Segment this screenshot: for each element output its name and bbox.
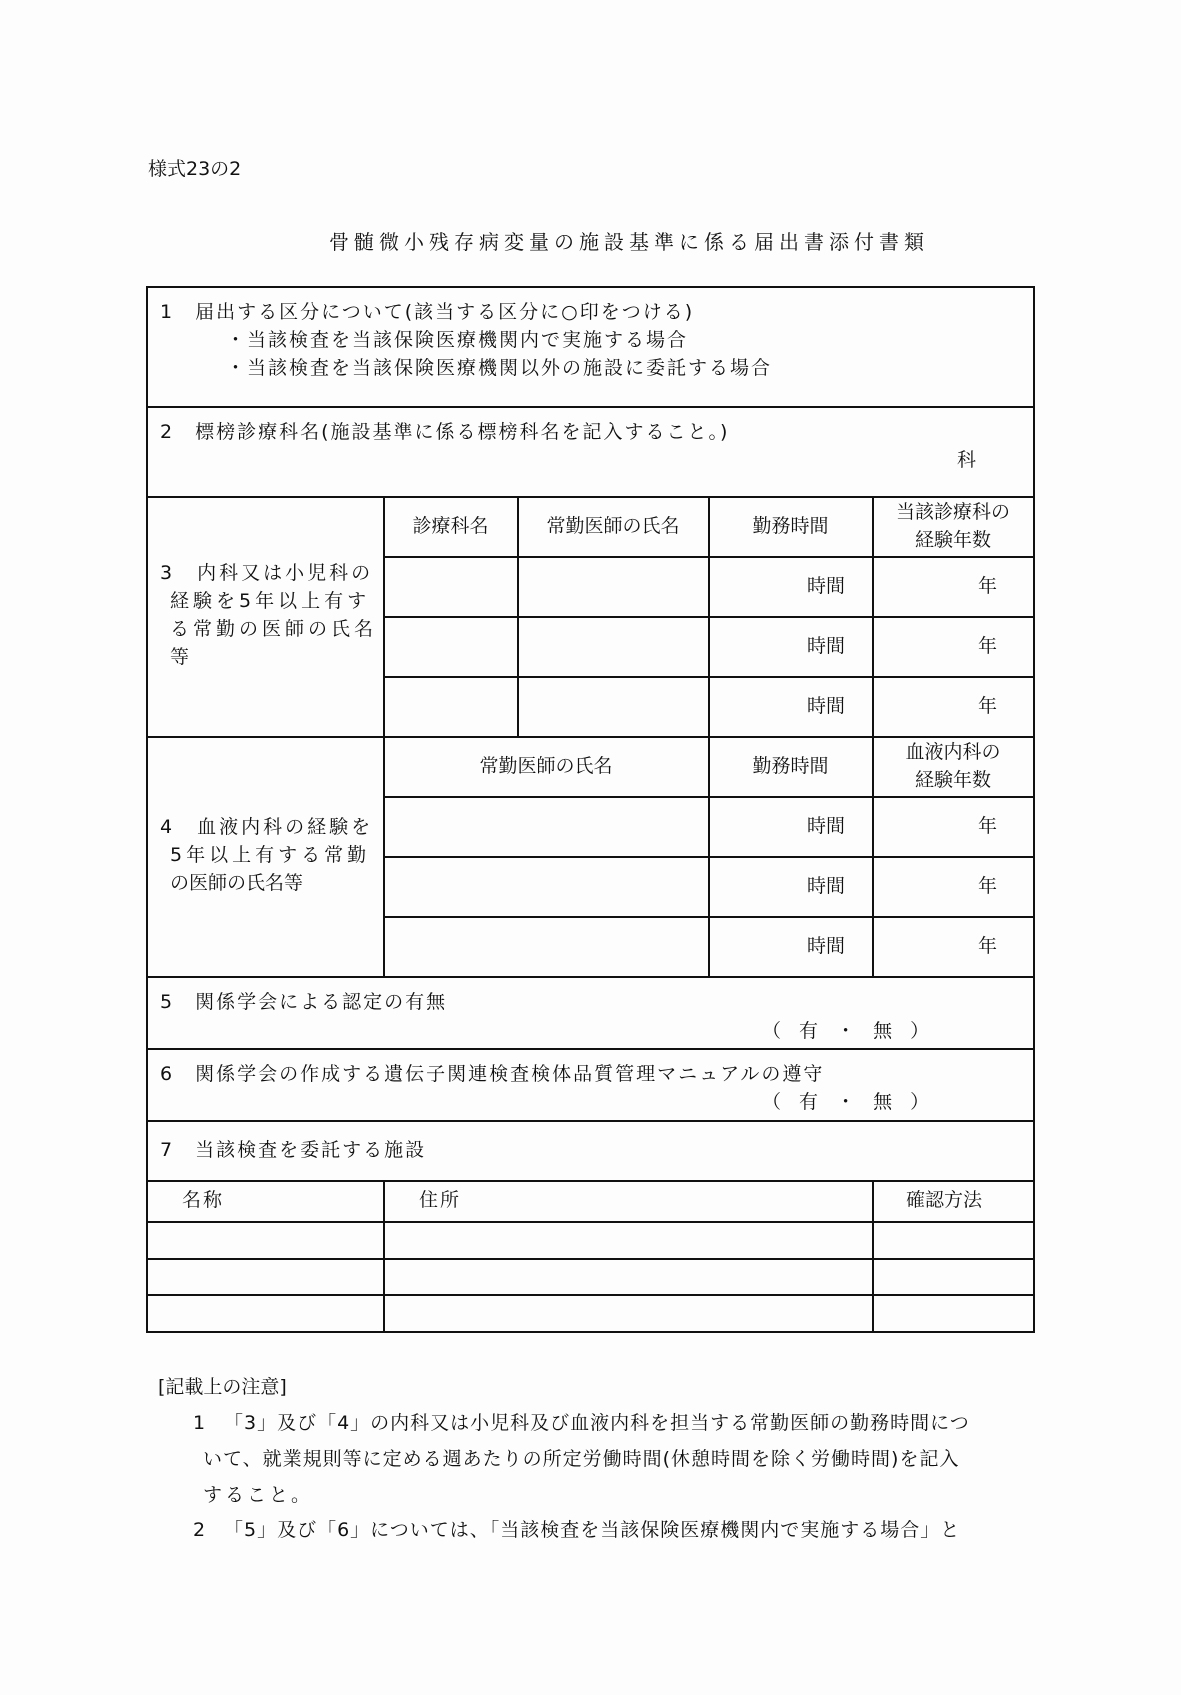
section-3-label-line: 等 xyxy=(170,646,190,668)
years-cell[interactable]: 年 xyxy=(977,875,997,897)
facility-name-cell[interactable] xyxy=(148,1260,382,1293)
column-header-experience-line2: 経験年数 xyxy=(914,529,991,551)
column-header-facility-name: 名称 xyxy=(182,1189,225,1211)
address-cell[interactable] xyxy=(385,1296,871,1330)
column-header-verification-method: 確認方法 xyxy=(906,1189,983,1211)
years-cell[interactable]: 年 xyxy=(977,635,997,657)
notes-heading: [記載上の注意] xyxy=(158,1376,287,1398)
column-header-experience-line1: 当該診療科の xyxy=(895,501,1010,523)
section-1-heading: 1 届出する区分について(該当する区分に○印をつける) xyxy=(160,301,695,323)
hours-cell[interactable]: 時間 xyxy=(806,695,845,717)
verification-method-cell[interactable] xyxy=(874,1296,1032,1330)
form-number: 様式23の2 xyxy=(148,158,242,180)
section-4-label-line: の医師の氏名等 xyxy=(170,872,304,894)
section-6-heading: 6 関係学会の作成する遺伝子関連検査検体品質管理マニュアルの遵守 xyxy=(160,1063,825,1085)
doctor-name-cell[interactable] xyxy=(384,858,707,914)
doctor-name-cell[interactable] xyxy=(518,678,707,734)
column-header-work-hours: 勤務時間 xyxy=(752,755,829,777)
department-input[interactable] xyxy=(150,444,950,474)
note-number: 1 xyxy=(193,1412,206,1434)
section-5-heading: 5 関係学会による認定の有無 xyxy=(160,991,448,1013)
doctor-name-cell[interactable] xyxy=(384,798,707,854)
years-cell[interactable]: 年 xyxy=(977,575,997,597)
years-cell[interactable]: 年 xyxy=(977,695,997,717)
note-number: 2 xyxy=(193,1519,206,1541)
column-header-department: 診療科名 xyxy=(412,515,489,537)
hours-cell[interactable]: 時間 xyxy=(806,815,845,837)
column-header-doctor-name: 常勤医師の氏名 xyxy=(546,515,680,537)
address-cell[interactable] xyxy=(385,1260,871,1293)
address-cell[interactable] xyxy=(385,1223,871,1257)
section-4-label-line: 4 血液内科の経験を xyxy=(160,816,374,838)
document-title: 骨髄微小残存病変量の施設基準に係る届出書添付書類 xyxy=(329,230,929,254)
department-cell[interactable] xyxy=(384,558,516,614)
years-cell[interactable]: 年 xyxy=(977,815,997,837)
doctor-name-cell[interactable] xyxy=(384,918,707,974)
verification-method-cell[interactable] xyxy=(874,1260,1032,1293)
note-line: いて、就業規則等に定める週あたりの所定労働時間(休憩時間を除く労働時間)を記入 xyxy=(203,1448,960,1470)
section-3-label-line: 3 内科又は小児科の xyxy=(160,562,374,584)
department-cell[interactable] xyxy=(384,618,516,674)
doctor-name-cell[interactable] xyxy=(518,558,707,614)
column-header-address: 住所 xyxy=(419,1189,462,1211)
note-line: 「5」及び「6」については、「当該検査を当該保険医療機関内で実施する場合」と xyxy=(224,1519,961,1541)
option-in-house[interactable]: ・当該検査を当該保険医療機関内で実施する場合 xyxy=(226,329,689,351)
column-header-experience-line1: 血液内科の xyxy=(905,741,1001,763)
option-outsourced[interactable]: ・当該検査を当該保険医療機関以外の施設に委託する場合 xyxy=(226,357,773,379)
section-3-label-line: る常勤の医師の氏名 xyxy=(170,618,378,640)
hours-cell[interactable]: 時間 xyxy=(806,575,845,597)
doctor-name-cell[interactable] xyxy=(518,618,707,674)
note-line: すること。 xyxy=(203,1484,314,1506)
department-cell[interactable] xyxy=(384,678,516,734)
column-header-doctor-name: 常勤医師の氏名 xyxy=(479,755,613,777)
hours-cell[interactable]: 時間 xyxy=(806,935,845,957)
hours-cell[interactable]: 時間 xyxy=(806,635,845,657)
section-3-label-line: 経験を5年以上有す xyxy=(170,590,371,612)
section-7-heading: 7 当該検査を委託する施設 xyxy=(160,1139,427,1161)
column-header-work-hours: 勤務時間 xyxy=(752,515,829,537)
compliance-choice[interactable]: （ 有 ・ 無 ） xyxy=(762,1091,936,1113)
years-cell[interactable]: 年 xyxy=(977,935,997,957)
facility-name-cell[interactable] xyxy=(148,1223,382,1257)
certification-choice[interactable]: （ 有 ・ 無 ） xyxy=(762,1020,936,1042)
department-suffix: 科 xyxy=(957,449,977,471)
facility-name-cell[interactable] xyxy=(148,1296,382,1330)
hours-cell[interactable]: 時間 xyxy=(806,875,845,897)
section-2-heading: 2 標榜診療科名(施設基準に係る標榜科名を記入すること。) xyxy=(160,421,730,443)
verification-method-cell[interactable] xyxy=(874,1223,1032,1257)
note-line: 「3」及び「4」の内科又は小児科及び血液内科を担当する常勤医師の勤務時間につ xyxy=(224,1412,970,1434)
column-header-experience-line2: 経験年数 xyxy=(914,769,991,791)
section-4-label-line: 5年以上有する常勤 xyxy=(170,844,371,866)
